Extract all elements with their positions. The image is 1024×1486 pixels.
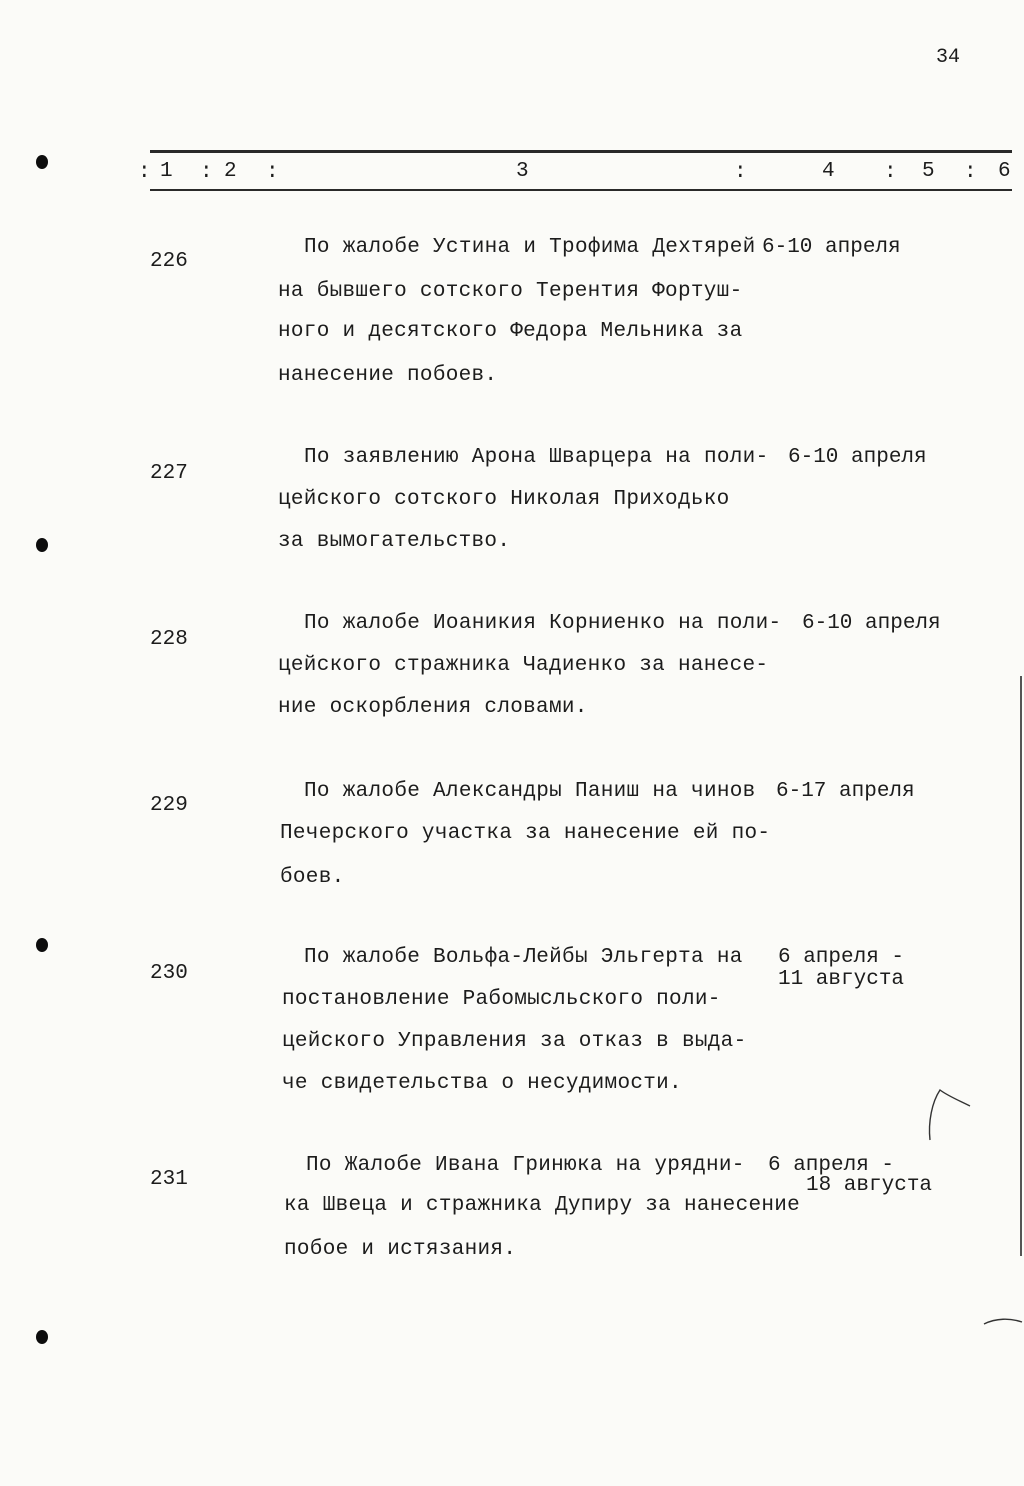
entry-text-line: ние оскорбления словами. xyxy=(278,696,588,719)
entry-number: 227 xyxy=(150,462,188,485)
column-separator: : xyxy=(884,161,897,184)
entry-text-line: цейского стражника Чадиенко за нанесе- xyxy=(278,654,769,677)
column-separator: : xyxy=(266,161,279,184)
column-header-1: 1 xyxy=(160,160,173,183)
punch-hole xyxy=(36,538,48,552)
entry-date-end: 18 августа xyxy=(806,1174,933,1197)
entry-number: 228 xyxy=(150,628,188,651)
column-header-2: 2 xyxy=(224,160,237,183)
column-separator: : xyxy=(138,161,151,184)
entry-date-start: 6 апреля - xyxy=(778,946,905,969)
entry-number: 229 xyxy=(150,794,188,817)
entry-date: 6-10 апреля xyxy=(762,236,901,259)
entry-text-line: ного и десятского Федора Мельника за xyxy=(278,320,743,343)
punch-hole xyxy=(36,1330,48,1344)
header-top-rule xyxy=(150,150,1012,153)
page-edge-shadow xyxy=(1016,676,1024,1256)
column-separator: : xyxy=(734,161,747,184)
margin-stroke-icon xyxy=(982,1314,1024,1334)
entry-date-start: 6 апреля - xyxy=(768,1154,895,1177)
entry-text-line: По заявлению Арона Шварцера на поли- xyxy=(304,446,769,469)
column-separator: : xyxy=(964,161,977,184)
entry-text-line: цейского Управления за отказ в выда- xyxy=(282,1030,747,1053)
entry-text-line: цейского сотского Николая Приходько xyxy=(278,488,730,511)
entry-text-line: По Жалобе Ивана Гринюка на урядни- xyxy=(306,1154,745,1177)
entry-date: 6-17 апреля xyxy=(776,780,915,803)
entry-date: 6-10 апреля xyxy=(788,446,927,469)
handwritten-mark-icon xyxy=(918,1082,978,1144)
page-number: 34 xyxy=(936,46,961,69)
entry-text-line: побое и истязания. xyxy=(284,1238,517,1261)
column-header-3: 3 xyxy=(516,160,529,183)
punch-hole xyxy=(36,155,48,169)
entry-text-line: на бывшего сотского Терентия Фортуш- xyxy=(278,280,743,303)
entry-text-line: По жалобе Александры Паниш на чинов xyxy=(304,780,756,803)
column-header-5: 5 xyxy=(922,160,935,183)
entry-text-line: Печерского участка за нанесение ей по- xyxy=(280,822,771,845)
entry-text-line: боев. xyxy=(280,866,345,889)
column-separator: : xyxy=(200,161,213,184)
entry-date-end: 11 августа xyxy=(778,968,905,991)
entry-number: 230 xyxy=(150,962,188,985)
column-header-4: 4 xyxy=(822,160,835,183)
entry-date: 6-10 апреля xyxy=(802,612,941,635)
entry-text-line: за вымогательство. xyxy=(278,530,511,553)
entry-text-line: нанесение побоев. xyxy=(278,364,498,387)
column-header-6: 6 xyxy=(998,160,1011,183)
entry-text-line: По жалобе Устина и Трофима Дехтярей xyxy=(304,236,756,259)
punch-hole xyxy=(36,938,48,952)
entry-text-line: По жалобе Вольфа-Лейбы Эльгерта на xyxy=(304,946,743,969)
entry-number: 226 xyxy=(150,250,188,273)
entry-text-line: че свидетельства о несудимости. xyxy=(282,1072,682,1095)
entry-number: 231 xyxy=(150,1168,188,1191)
entry-text-line: ка Швеца и стражника Дупиру за нанесение xyxy=(284,1194,801,1217)
header-bottom-rule xyxy=(150,189,1012,191)
entry-text-line: По жалобе Иоаникия Корниенко на поли- xyxy=(304,612,782,635)
entry-text-line: постановление Рабомысльского поли- xyxy=(282,988,721,1011)
